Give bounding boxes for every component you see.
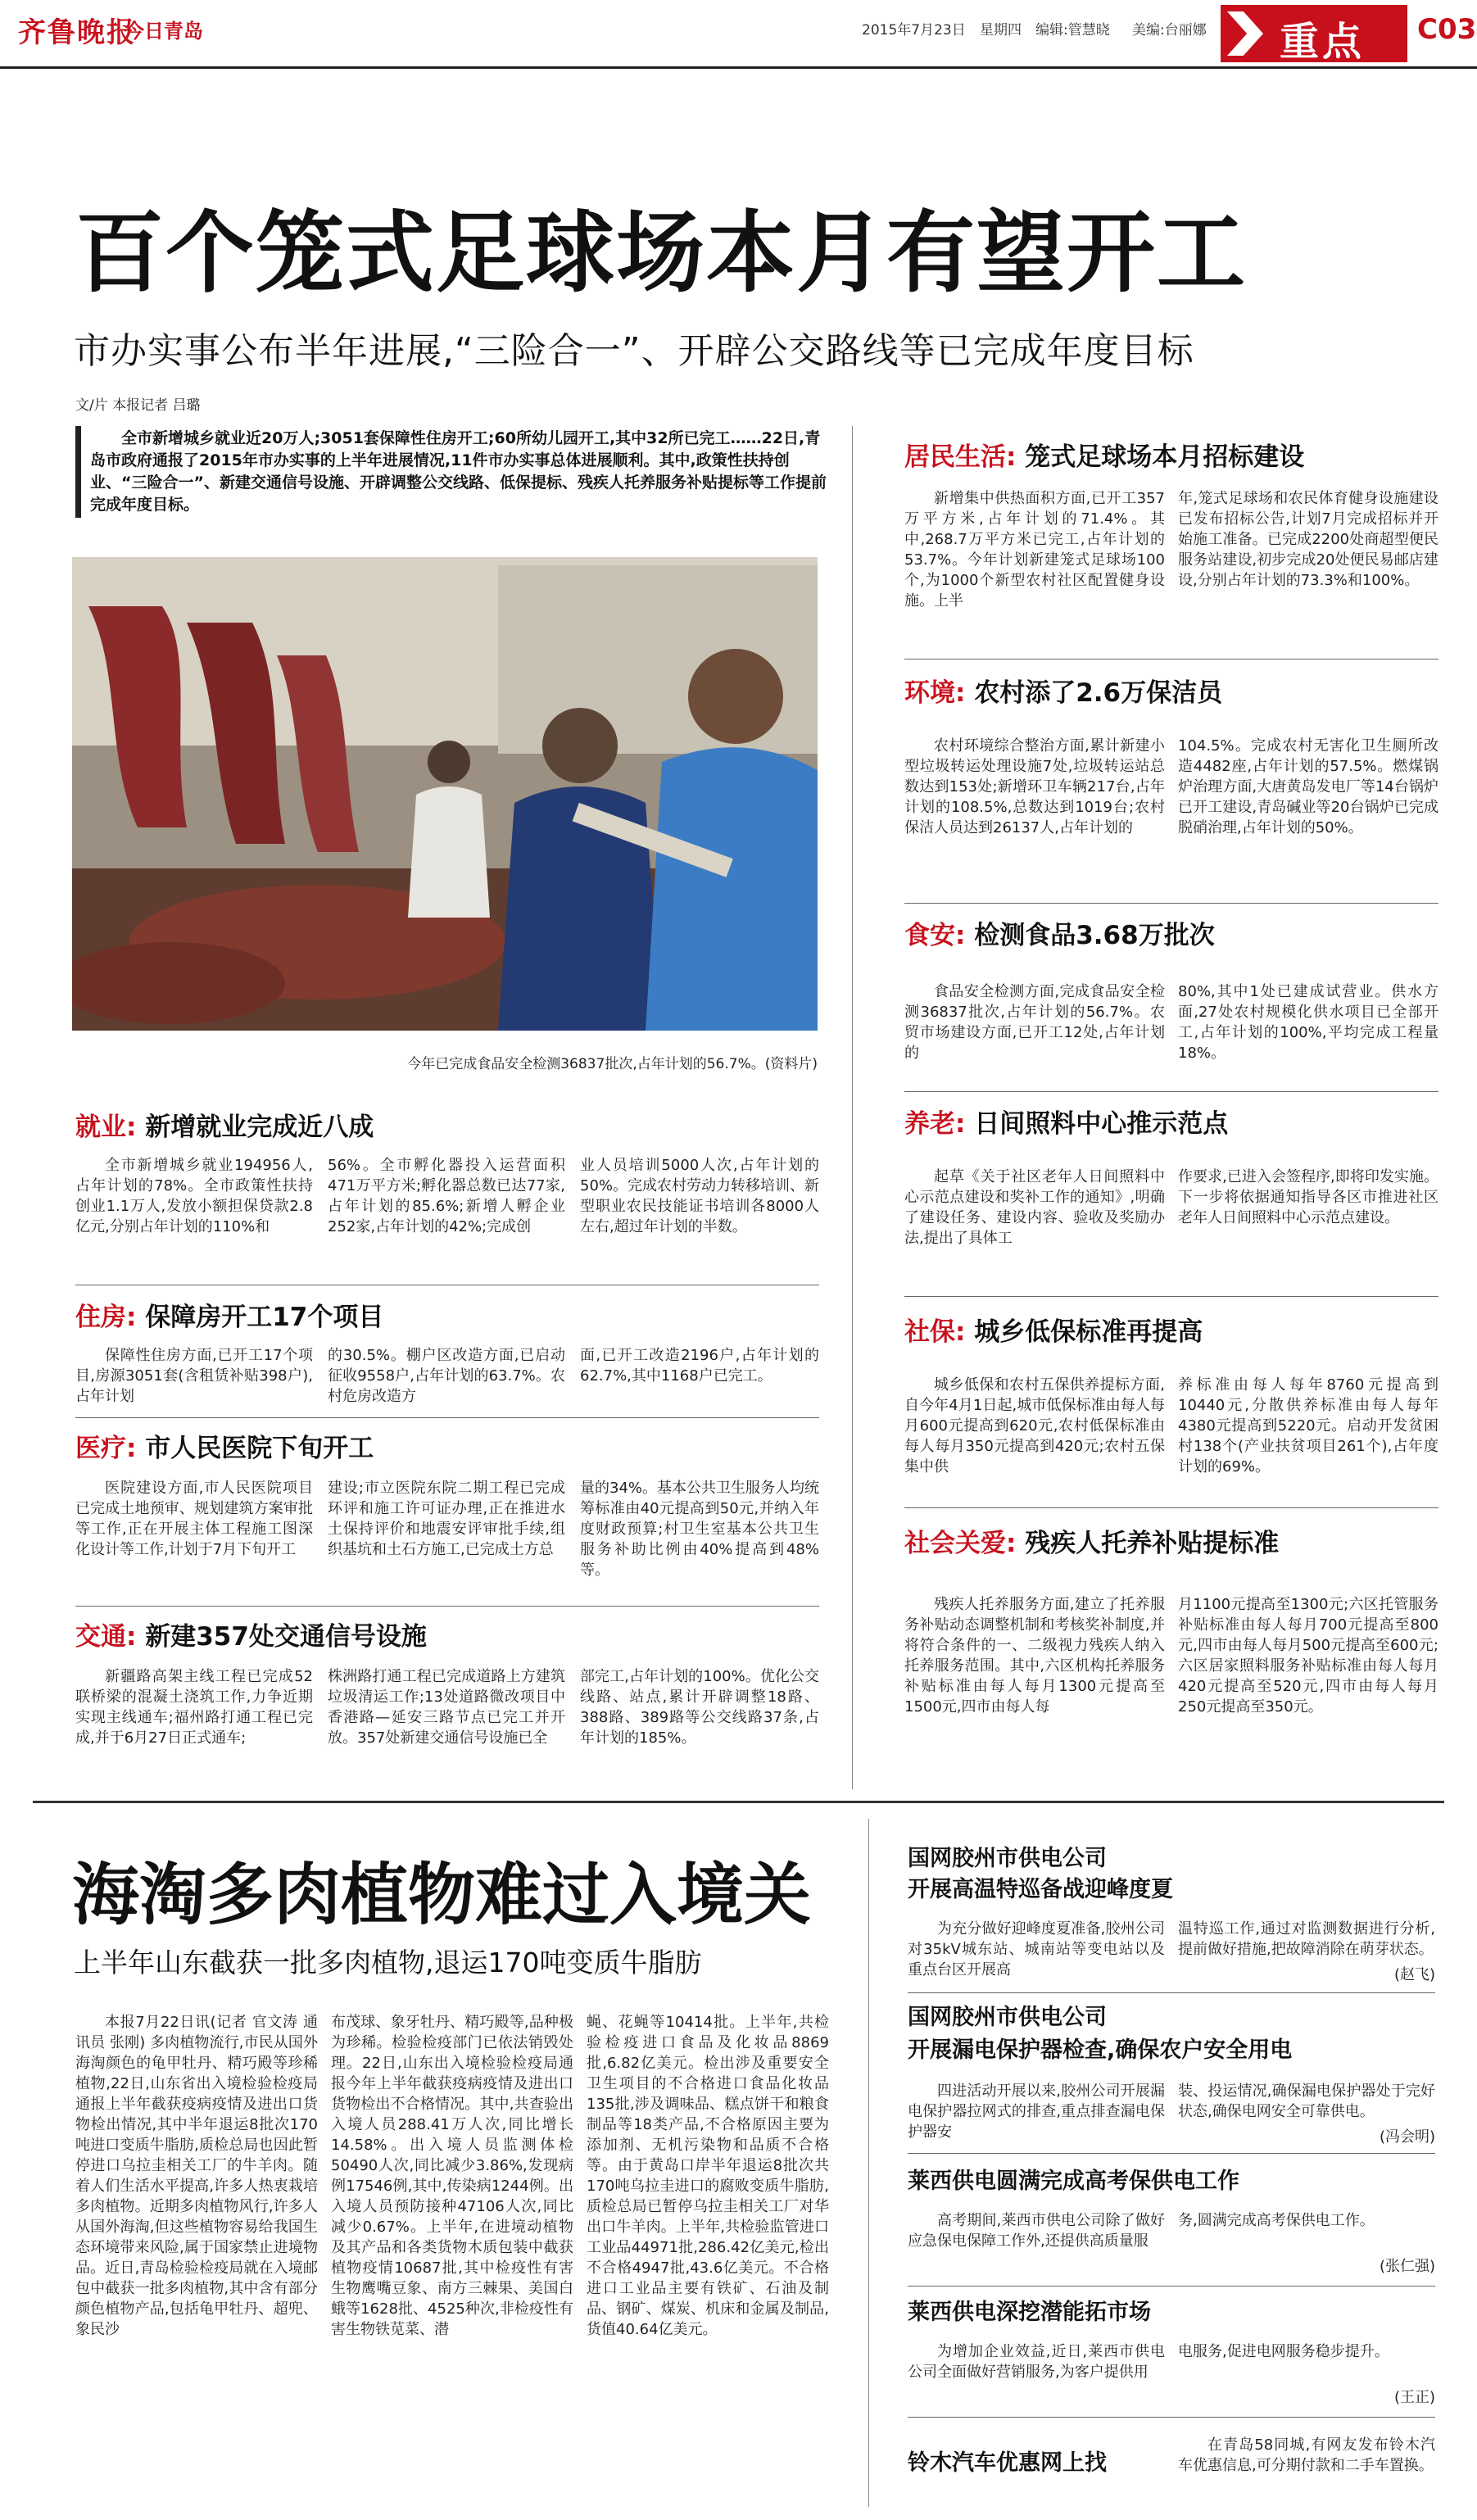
section-title: 新建357处交通信号设施 bbox=[145, 1622, 427, 1652]
brief-credit: (赵飞) bbox=[1393, 1966, 1435, 1983]
issue-date: 2015年7月23日 bbox=[862, 22, 966, 39]
section-text: 面,已开工改造2196户,占年计划的62.7%,其中1168户已完工。 bbox=[580, 1347, 819, 1385]
issue-weekday: 星期四 bbox=[980, 22, 1022, 39]
section-rule bbox=[75, 1417, 819, 1418]
section-title: 城乡低保标准再提高 bbox=[974, 1317, 1203, 1347]
section-text: 部完工,占年计划的100%。优化公交线路、站点,累计开辟调整18路、388路、389路等公交线路37条,占年计划的185%。 bbox=[580, 1668, 819, 1747]
section-rule bbox=[75, 1606, 819, 1607]
section-text: 作要求,已进入会签程序,即将印发实施。下一步将依据通知指导各区市推进社区老年人日间照料中心示范点建设。 bbox=[1178, 1168, 1438, 1226]
section-text: 新增集中供热面积方面,已开工357万平方米,占年计划的71.4%。其中,268.7万平方米已完工,占年计划的53.7%。今年计划新建笼式足球场100个,为1000个新型农村社区配置健身设施。上半 bbox=[904, 490, 1165, 610]
brief-rule bbox=[908, 2417, 1435, 2418]
section-text: 新疆路高架主线工程已完成52联桥梁的混凝土浇筑工作,力争近期实现主线通车;福州路打通工程已完成,并于6月27日正式通车; bbox=[75, 1668, 313, 1747]
editor-credit: 编辑:管慧晓 bbox=[1035, 22, 1110, 39]
section-heading-social-care bbox=[904, 1522, 1279, 1559]
brief-text: 装、投运情况,确保漏电保护器处于完好状态,确保电网安全可靠供电。 bbox=[1178, 2083, 1435, 2120]
section-heading-food-safety bbox=[904, 914, 1215, 951]
section-title: 笼式足球场本月招标建设 bbox=[1025, 442, 1305, 472]
section-title: 检测食品3.68万批次 bbox=[974, 921, 1215, 950]
section-category: 养老: bbox=[904, 1109, 966, 1139]
section-text: 的30.5%。棚户区改造方面,已启动征收9558户,占年计划的63.7%。农村危房改造方 bbox=[328, 1347, 565, 1405]
section-text: 起草《关于社区老年人日间照料中心示范点建设和奖补工作的通知》,明确了建设任务、建设内容、验收及奖励办法,提出了具体工 bbox=[904, 1168, 1165, 1247]
section-category: 居民生活: bbox=[904, 442, 1017, 472]
story-photo bbox=[72, 557, 818, 1031]
section-title: 残疾人托养补贴提标准 bbox=[1025, 1529, 1280, 1558]
section-text: 年,笼式足球场和农民体育健身设施建设已发布招标公告,计划7月完成招标并开始施工准备。已完成2200处商超型便民服务站建设,初步完成20处便民易邮店建设,分别占年计划的73.3%和100%。 bbox=[1178, 490, 1438, 589]
section-text: 食品安全检测方面,完成食品安全检测36837批次,占年计划的56.7%。农贸市场建设方面,已开工12处,占年计划的 bbox=[904, 983, 1165, 1062]
section-heading-elderly bbox=[904, 1103, 1228, 1140]
section-rule bbox=[904, 1507, 1438, 1508]
column-divider bbox=[852, 426, 853, 1789]
masthead bbox=[0, 0, 1477, 69]
section-title: 农村添了2.6万保洁员 bbox=[974, 678, 1223, 708]
designer-credit: 美编:台丽娜 bbox=[1132, 22, 1207, 39]
brief-rule bbox=[908, 2286, 1435, 2287]
section-text: 株洲路打通工程已完成道路上方建筑垃圾清运工作;13处道路微改项目中香港路—延安三路节点已完工并开放。357处新建交通信号设施已全 bbox=[328, 1668, 565, 1747]
brief-credit: (王正) bbox=[1393, 2389, 1435, 2406]
section-heading-healthcare bbox=[75, 1427, 374, 1464]
page-number: C03 bbox=[1417, 13, 1477, 46]
lead-paragraph: 全市新增城乡就业近20万人;3051套保障性住房开工;60所幼儿园开工,其中32所已完工……22日,青岛市政府通报了2015年市办实事的上半年进展情况,11件市办实事总体进展顺利。其中,政策性扶持创业、“三险合一”、新建交通信号设施、开辟调整公交线路、低保提标、残疾人托养服务补贴提标等工作提前完成年度目标。 bbox=[90, 429, 827, 514]
section-text: 残疾人托养服务方面,建立了托养服务补贴动态调整机制和考核奖补制度,并将符合条件的一、二级视力残疾人纳入托养服务范围。其中,六区机构托养服务补贴标准由每人每月1300元提高至1500元,四市由每人每 bbox=[904, 1596, 1165, 1716]
section-heading-environment bbox=[904, 672, 1222, 709]
brief-text: 四进活动开展以来,胶州公司开展漏电保护器拉网式的排查,重点排查漏电保护器安 bbox=[908, 2083, 1165, 2141]
section-category: 食安: bbox=[904, 921, 966, 950]
brief-text: 为增加企业效益,近日,莱西市供电公司全面做好营销服务,为客户提供用 bbox=[908, 2343, 1165, 2381]
section-text: 医院建设方面,市人民医院项目已完成土地预审、规划建筑方案审批等工作,正在开展主体工程施工图深化设计等工作,计划于7月下旬开工 bbox=[75, 1480, 313, 1558]
section-tag bbox=[1221, 5, 1407, 65]
story-divider bbox=[33, 1801, 1444, 1803]
section-category: 社保: bbox=[904, 1317, 966, 1347]
section-text: 业人员培训5000人次,占年计划的50%。完成农村劳动力转移培训、新型职业农民技能证书培训各8000人左右,超过年计划的半数。 bbox=[580, 1157, 819, 1235]
brief-text: 为充分做好迎峰度夏准备,胶州公司对35kV城东站、城南站等变电站以及重点台区开展高 bbox=[908, 1920, 1165, 1978]
story-text: 蝇、花蝇等10414批。上半年,共检验检疫进口食品及化妆品8869批,6.82亿美元。检出涉及重要安全卫生项目的不合格进口食品化妆品135批,涉及调味品、糕点饼干和粮食制品等18类产品,不合格原因主要为添加剂、无机污染物和品质不合格等。由于黄岛口岸半年退运8批次共170吨乌拉圭进口的腐败变质牛脂肪,质检总局已暂停乌拉圭相关工厂对华出口牛羊肉。上半年,共检验监管进口工业品44971批,286.42亿美元,检出不合格4947批,43.6亿美元。不合格进口工业品主要有铁矿、石油及制品、钢矿、煤炭、机床和金属及制品,货值40.64亿美元。 bbox=[587, 2014, 829, 2338]
section-category: 交通: bbox=[75, 1622, 137, 1652]
brief-org: 国网胶州市供电公司 bbox=[908, 2005, 1107, 2030]
section-title: 日间照料中心推示范点 bbox=[974, 1109, 1229, 1139]
section-title: 保障房开工17个项目 bbox=[145, 1303, 384, 1332]
brief-rule bbox=[908, 2153, 1435, 2154]
brief-text: 高考期间,莱西市供电公司除了做好应急保电保障工作外,还提供高质量服 bbox=[908, 2212, 1165, 2250]
section-heading-employment bbox=[75, 1106, 374, 1143]
section-category: 社会关爱: bbox=[904, 1529, 1017, 1558]
section-rule bbox=[904, 1091, 1438, 1092]
section-text: 保障性住房方面,已开工17个项目,房源3051套(含租赁补贴398户),占年计划 bbox=[75, 1347, 313, 1405]
brief-title: 开展漏电保护器检查,确保农户安全用电 bbox=[908, 2037, 1293, 2063]
lead-marker bbox=[75, 426, 81, 518]
brief-org: 国网胶州市供电公司 bbox=[908, 1846, 1107, 1871]
section-text: 养标准由每人每年8760元提高到10440元,分散供养标准由每人每年4380元提高到5220元。启动开发贫困村138个(产业扶贫项目261个),占年度计划的69%。 bbox=[1178, 1376, 1438, 1475]
section-heading-social-security bbox=[904, 1311, 1203, 1348]
brief-credit: (冯会明) bbox=[1379, 2128, 1435, 2146]
main-headline: 百个笼式足球场本月有望开工 bbox=[75, 202, 1248, 305]
photo-caption: 今年已完成食品安全检测36837批次,占年计划的56.7%。(资料片) bbox=[407, 1056, 818, 1072]
section-text: 建设;市立医院东院二期工程已完成环评和施工许可证办理,正在推进水土保持评价和地震安评审批手续,组织基坑和土石方施工,已完成土方总 bbox=[328, 1480, 565, 1558]
brief-text: 电服务,促进电网服务稳步提升。 bbox=[1178, 2343, 1389, 2360]
section-title: 新增就业完成近八成 bbox=[145, 1113, 374, 1142]
arrow-icon bbox=[1227, 11, 1263, 56]
section-title: 市人民医院下旬开工 bbox=[145, 1434, 374, 1463]
second-subhead: 上半年山东截获一批多肉植物,退运170吨变质牛脂肪 bbox=[74, 1947, 702, 1978]
section-heading-transport bbox=[75, 1616, 427, 1652]
section-category: 医疗: bbox=[75, 1434, 137, 1463]
section-text: 全市新增城乡就业194956人,占年计划的78%。全市政策性扶持创业1.1万人,发放小额担保贷款2.8亿元,分别占年计划的110%和 bbox=[75, 1157, 313, 1235]
second-headline: 海淘多肉植物难过入境关 bbox=[72, 1856, 812, 1934]
main-subhead: 市办实事公布半年进展,“三险合一”、开辟公交路线等已完成年度目标 bbox=[74, 330, 1194, 372]
column-divider bbox=[868, 1819, 869, 2507]
brief-rule bbox=[908, 1992, 1435, 1993]
byline: 文/片 本报记者 吕璐 bbox=[75, 397, 201, 414]
section-text: 104.5%。完成农村无害化卫生厕所改造4482座,占年计划的57.5%。燃煤锅炉治理方面,大唐黄岛发电厂等14台锅炉已开工建设,青岛碱业等20台锅炉已完成脱硝治理,占年计划的50%。 bbox=[1178, 737, 1438, 836]
section-text: 城乡低保和农村五保供养提标方面,自今年4月1日起,城市低保标准由每人每月600元提高到620元,农村低保标准由每人每月350元提高到420元;农村五保集中供 bbox=[904, 1376, 1165, 1475]
section-text: 80%,其中1处已建成试营业。供水方面,27处农村规模化供水项目已全部开工,占年计划的100%,平均完成工程量18%。 bbox=[1178, 983, 1438, 1062]
section-name: 今日青岛 bbox=[125, 20, 203, 43]
section-heading-housing bbox=[75, 1296, 383, 1333]
section-text: 月1100元提高至1300元;六区托管服务补贴标准由每人每月700元提高至800元,四市由每人每月500元提高至600元;六区居家照料服务补贴标准由每人每月420元提高至520元,四市由每人每月250元提高至350元。 bbox=[1178, 1596, 1438, 1716]
brief-text: 在青岛58同城,有网友发布铃木汽车优惠信息,可分期付款和二手车置换。 bbox=[1178, 2436, 1435, 2474]
section-text: 56%。全市孵化器投入运营面积471万平方米;孵化器总数已达77家,占年计划的85.6%;新增人孵企业252家,占年计划的42%;完成创 bbox=[328, 1157, 565, 1235]
section-rule bbox=[904, 903, 1438, 904]
section-heading-living bbox=[904, 436, 1304, 473]
section-category: 住房: bbox=[75, 1303, 137, 1332]
brief-title: 莱西供电深挖潜能拓市场 bbox=[908, 2300, 1151, 2325]
brief-title: 莱西供电圆满完成高考保供电工作 bbox=[908, 2169, 1239, 2194]
brief-title: 铃木汽车优惠网上找 bbox=[908, 2450, 1107, 2476]
section-text: 量的34%。基本公共卫生服务人均统筹标准由40元提高到50元,并纳入年度财政预算;村卫生室基本公共卫生服务补助比例由40%提高到48%等。 bbox=[580, 1480, 819, 1579]
section-rule bbox=[904, 1296, 1438, 1297]
section-text: 农村环境综合整治方面,累计新建小型垃圾转运处理设施7处,垃圾转运站总数达到153处;新增环卫车辆217台,占年计划的108.5%,总数达到1019台;农村保洁人员达到26137人,占年计划的 bbox=[904, 737, 1165, 836]
brief-text: 温特巡工作,通过对监测数据进行分析,提前做好措施,把故障消除在萌芽状态。 bbox=[1178, 1920, 1435, 1958]
section-tag-label: 重点 bbox=[1280, 19, 1366, 65]
brief-text: 务,圆满完成高考保供电工作。 bbox=[1178, 2212, 1375, 2229]
brief-title: 开展高温特巡备战迎峰度夏 bbox=[908, 1877, 1173, 1902]
story-text: 本报7月22日讯(记者 官文涛 通讯员 张刚) 多肉植物流行,市民从国外海淘颜色的龟甲牡丹、精巧殿等珍稀植物,22日,山东省出入境检验检疫局通报上半年截获疫病疫情及进出口货物检出情况,其中半年退运8批次170吨进口变质牛脂肪,质检总局也因此暂停进口乌拉圭相关工厂的牛羊肉。随着人们生活水平提高,许多人热衷栽培多肉植物。近期多肉植物风行,许多人从国外海淘,但这些植物容易给我国生态环境带来风险,属于国家禁止进境物品。近日,青岛检验检疫局就在入境邮包中截获一批多肉植物,其中含有部分颜色植物产品,包括龟甲牡丹、超兜、象民沙 bbox=[75, 2014, 318, 2338]
brief-credit: (张仁强) bbox=[1379, 2258, 1435, 2275]
section-category: 环境: bbox=[904, 678, 966, 708]
newspaper-logo: 齐鲁晚报 bbox=[18, 16, 136, 49]
story-text: 布茂球、象牙牡丹、精巧殿等,品种极为珍稀。检验检疫部门已依法销毁处理。22日,山东出入境检验检疫局通报今年上半年截获疫病疫情及进出口货物检出不合格情况。其中,共查验出入境人员288.41万人次,同比增长14.58%。出入境人员监测体检50490人次,同比减少3.86%,发现病例17546例,其中,传染病1244例。出入境人员预防接种47106人次,同比减少0.67%。上半年,在进境动植物及其产品和各类货物木质包装中截获植物疫情10687批,其中检疫性有害生物鹰嘴豆象、南方三棘果、美国白蛾等1628批、4525种次,非检疫性有害生物铁苋菜、潜 bbox=[331, 2014, 573, 2338]
section-category: 就业: bbox=[75, 1113, 137, 1142]
